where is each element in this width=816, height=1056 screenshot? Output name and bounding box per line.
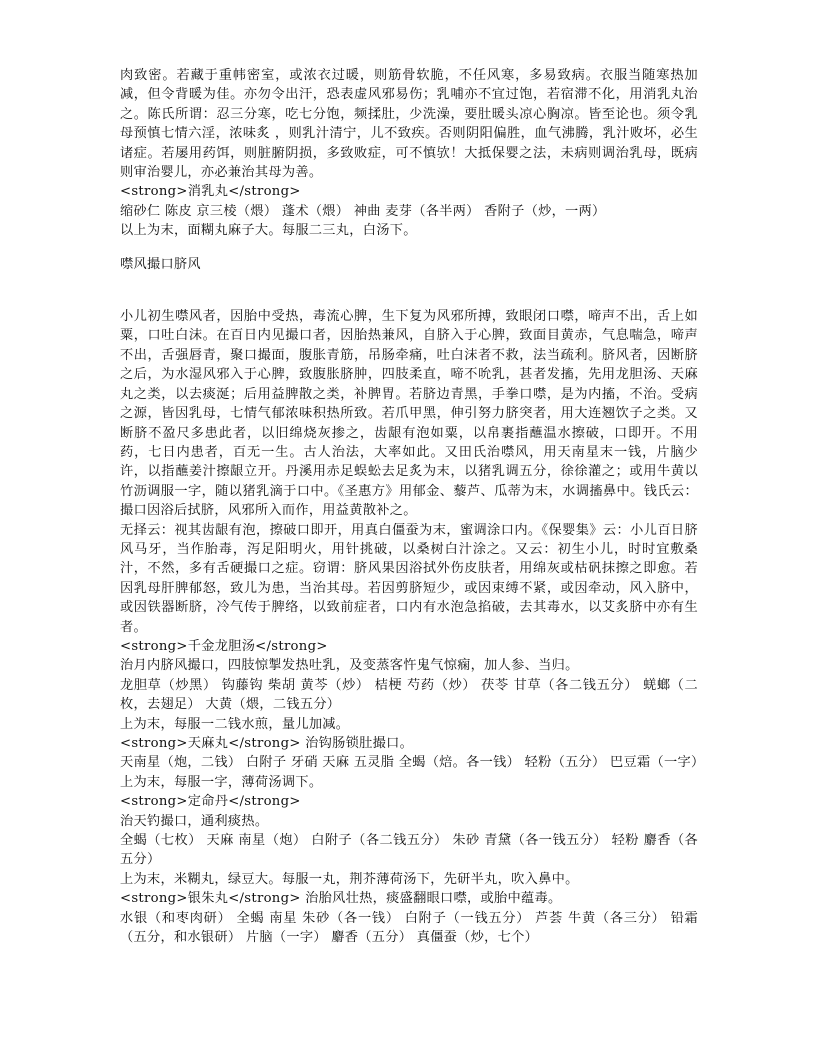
recipe-title-xiaoru: <strong>消乳丸</strong>	[120, 184, 301, 200]
recipe-title-yinzhu: <strong>银朱丸</strong> 治胎风壮热，痰盛翻眼口噤，或胎中蕴毒。	[120, 891, 562, 907]
paragraph-intro: 肉致密。若藏于重帏密室，或浓衣过暖，则筋骨软脆，不任风寒，多易致病。衣服当随寒热加减，但令背暖为佳。亦勿令出汗，恐表虚风邪易伤；乳哺亦不宜过饱，若宿滞不化，用消乳丸治之。陈氏所谓：忍三分寒，吃七分饱，频揉肚，少洗澡，要肚暖头凉心胸凉。皆至论也。须令乳母预慎七情六淫，浓味炙 ，则乳汁清宁，儿不致疾。否则阴阳偏胜，血气沸腾，乳汁败坏，必生诸症。若屡用药饵，则脏腑阴损，多致败症，可不慎欤！大抵保婴之法，未病则调治乳母，既病则审治婴儿，亦必兼治其母为善。	[120, 68, 698, 181]
recipe-use-longdan: 治月内脐风撮口，四肢惊掣发热吐乳，及变蒸客忤鬼气惊痫，加人参、当归。	[120, 658, 579, 674]
recipe-title-tianma: <strong>天麻丸</strong> 治钩肠锁肚撮口。	[120, 736, 414, 751]
recipe-directions-longdan: 上为末，每服一二钱水煎，量儿加减。	[120, 716, 350, 732]
recipe-use-dingming: 治天钓撮口，通利痰热。	[120, 813, 269, 829]
recipe-directions-dingming: 上为末，米糊丸，绿豆大。每服一丸，荆芥薄荷汤下，先研半丸，吹入鼻中。	[120, 871, 579, 887]
recipe-ingredients-longdan: 龙胆草（炒黑） 钩藤钩 柴胡 黄芩（炒） 桔梗 芍药（炒） 茯苓 甘草（各二钱五分） 蜣螂（二枚，去翅足） 大黄（煨，二钱五分）	[120, 677, 698, 713]
recipe-ingredients-xiaoru: 缩砂仁 陈皮 京三棱（煨） 蓬术（煨） 神曲 麦芽（各半两） 香附子（炒，一两）	[120, 203, 606, 219]
recipe-title-longdan: <strong>千金龙胆汤</strong>	[120, 638, 328, 654]
document-page	[120, 66, 705, 947]
paragraph-wuze: 无择云：视其齿龈有泡，擦破口即开，用真白僵蚕为末，蜜调涂口内。《保婴集》云：小儿百日脐风马牙，当作胎毒，泻足阳明火，用针挑破，以桑树白汁涂之。又云：初生小儿，时时宜敷桑汁，不然，多有舌硬撮口之症。窃谓：脐风果因浴拭外伤皮肤者，用绵灰或枯矾抹擦之即愈。若因乳母肝脾郁怒，致儿为患，当治其母。若因剪脐短少，或因束缚不紧，或因牵动，风入脐中，或因铁器断脐，冷气传于脾络，以致前症者，口内有水泡急掐破，去其毒水，以艾炙脐中亦有生者。	[120, 522, 698, 635]
section-title: 噤风撮口脐风	[120, 256, 201, 272]
recipe-ingredients-dingming: 全蝎（七枚） 天麻 南星（炮） 白附子（各二钱五分） 朱砂 青黛（各一钱五分） 轻粉 麝香（各五分）	[120, 833, 698, 868]
recipe-ingredients-yinzhu: 水银（和枣肉研） 全蝎 南星 朱砂（各一钱） 白附子（一钱五分） 芦荟 牛黄（各三分） 铅霜（五分，和水银研） 片脑（一字） 麝香（五分） 真僵蚕（炒，七个）	[120, 910, 698, 946]
recipe-title-dingming: <strong>定命丹</strong>	[120, 794, 301, 810]
recipe-ingredients-tianma: 天南星（炮，二钱） 白附子 牙硝 天麻 五灵脂 全蝎（焙。各一钱） 轻粉（五分） 巴豆霜（一字）	[120, 755, 705, 771]
paragraph-jinfeng: 小儿初生噤风者，因胎中受热，毒流心脾，生下复为风邪所搏，致眼闭口噤，啼声不出，舌上如粟，口吐白沫。在百日内见撮口者，因胎热兼风，自脐入于心脾，致面目黄赤，气息喘急，啼声不出，舌强唇青，聚口撮面，腹胀青筋，吊肠牵痛，吐白沫者不救，法当疏利。脐风者，因断脐之后，为水湿风邪入于心脾，致腹胀脐肿，四肢柔直，啼不吮乳，甚者发搐，先用龙胆汤、天麻丸之类，以去痰涎；后用益脾散之类，补脾胃。若脐边青黑，手拳口噤，是为内搐，不治。受病之源，皆因乳母，七情气郁浓味积热所致。若爪甲黑，伸引努力脐突者，用大连翘饮子之类。又断脐不盈尺多患此者，以旧绵烧灰掺之，齿龈有泡如粟，以帛裹指蘸温水擦破，口即开。不用药，七日内患者，百无一生。古人治法，大率如此。又田氏治噤风，用天南星末一钱，片脑少许，以指蘸姜汁擦龈立开。丹溪用赤足蜈蚣去足炙为末，以猪乳调五分，徐徐灌之；或用牛黄以竹沥调服一字，随以猪乳滴于口中。《圣惠方》用郁金、藜芦、瓜蒂为末，水调搐鼻中。钱氏云：撮口因浴后拭脐，风邪所入而作，用益黄散补之。	[120, 309, 698, 519]
recipe-directions-xiaoru: 以上为末，面糊丸麻子大。每服二三丸，白汤下。	[120, 223, 417, 239]
recipe-directions-tianma: 上为末，每服一字，薄荷汤调下。	[120, 774, 323, 790]
